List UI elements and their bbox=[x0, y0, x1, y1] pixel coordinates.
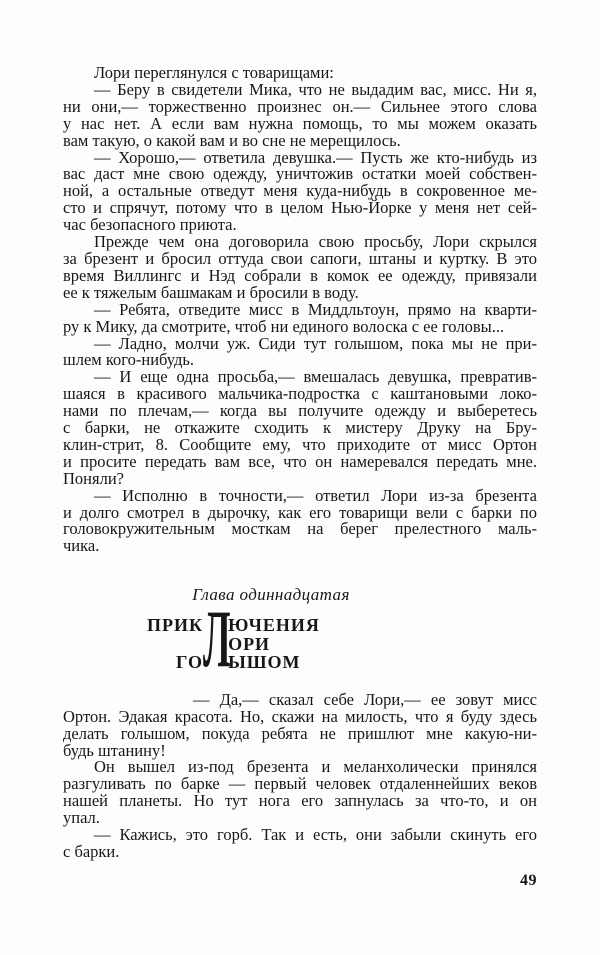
title-fragment-post: ЮЧЕНИЯ bbox=[228, 615, 320, 636]
chapter-heading bbox=[63, 584, 537, 684]
paragraph bbox=[63, 369, 537, 487]
text-line: ру к Мику, да смотрите, чтоб ни единого волоска с ее головы... bbox=[63, 316, 505, 336]
text-line: с барки, не откажите сходить к мистеру Друку на Бру- bbox=[63, 418, 537, 438]
text-line: — Кажись, это горб. Так и есть, они забыли скинуть его bbox=[94, 825, 537, 845]
text-line: ни они,— торжественно произнес он.— Сильнее этого слова bbox=[63, 96, 537, 116]
chapter-title-right-column bbox=[228, 616, 320, 672]
paragraph bbox=[63, 689, 537, 760]
text-line: время Виллингс и Нэд собрали в комок ее одежду, привязали bbox=[63, 265, 537, 285]
text-line: — Исполню в точности,— ответил Лори из-за брезента bbox=[94, 485, 537, 505]
text-line: час безопасного приюта. bbox=[63, 215, 237, 235]
paragraph bbox=[63, 234, 537, 302]
text-line: ее к тяжелым башмакам и бросили в воду. bbox=[63, 282, 359, 302]
title-fragment-post: ЫШОМ bbox=[228, 652, 301, 673]
paragraph bbox=[63, 759, 537, 827]
chapter-title-left-column bbox=[147, 616, 203, 672]
text-line: — Ладно, молчи уж. Сиди тут голышом, пока мы не при- bbox=[94, 333, 537, 353]
title-fragment-pre: ПРИК bbox=[147, 615, 204, 636]
page-number: 49 bbox=[520, 872, 537, 889]
text-line: — Ребята, отведите мисс в Миддльтоун, прямо на кварти- bbox=[94, 299, 537, 319]
text-line: будь штанину! bbox=[63, 740, 166, 760]
text-line: Он вышел из-под брезента и меланхолически принялся bbox=[94, 757, 537, 777]
chapter-title-drop-letter bbox=[203, 592, 231, 684]
text-line: разгуливать по барке — первый человек отдаленнейших веков bbox=[63, 774, 537, 794]
text-line: шлем кого-нибудь. bbox=[63, 350, 195, 370]
big-letter: Л bbox=[203, 592, 231, 684]
paragraph bbox=[63, 79, 537, 150]
body-text-lower bbox=[63, 689, 537, 861]
text-line: вам такую, о какой вам и во сне не мерещилось. bbox=[63, 130, 401, 150]
text-line: и долго смотрел в дырочку, как его товарищи вели с барки по bbox=[63, 502, 537, 522]
paragraph bbox=[63, 485, 537, 556]
paragraph bbox=[63, 299, 537, 336]
text-line: Прежде чем она договорила свою просьбу, Лори скрылся bbox=[94, 232, 537, 252]
text-line: упал. bbox=[63, 808, 100, 828]
text-line: головокружительным мосткам на берег прелестного маль- bbox=[63, 519, 537, 539]
chapter-number-label: Глава одиннадцатая bbox=[192, 585, 350, 605]
paragraph bbox=[63, 147, 537, 235]
text-line: сто и спрячут, потому что в целом Нью-Йорке у меня нет сей- bbox=[63, 198, 537, 218]
text-line: клин-стрит, 8. Сообщите ему, что приходите от мисс Ортон bbox=[63, 434, 537, 454]
body-text-upper bbox=[63, 65, 537, 555]
text-line: — Беру в свидетели Мика, что не выдадим вас, мисс. Ни я, bbox=[94, 79, 537, 99]
paragraph bbox=[63, 827, 537, 861]
text-line: — И еще одна просьба,— вмешалась девушка, превратив- bbox=[94, 367, 537, 387]
text-line: Лори переглянулся с товарищами: bbox=[94, 63, 334, 82]
title-fragment-pre: ГО bbox=[176, 652, 204, 673]
text-line: нами по плечам,— когда вы получите одежду и выберетесь bbox=[63, 401, 537, 421]
text-column bbox=[63, 65, 537, 861]
title-fragment-post: ОРИ bbox=[228, 633, 271, 654]
text-line: делать голышом, покуда ребята не пришлют мне какую-ни- bbox=[63, 723, 537, 743]
text-line: шаяся в красивого мальчика-подростка с каштановыми локо- bbox=[63, 384, 537, 404]
text-line: за брезент и бросил оттуда свои сапоги, штаны и куртку. В это bbox=[63, 248, 537, 268]
text-line: у нас нет. А если вам нужна помощь, то мы можем оказать bbox=[63, 113, 537, 133]
paragraph bbox=[63, 333, 537, 370]
text-line: с барки. bbox=[63, 841, 120, 861]
text-line: Ортон. Эдакая красота. Но, скажи на милость, что я буду здесь bbox=[63, 706, 537, 726]
text-line: чика. bbox=[63, 536, 100, 556]
text-line: — Хорошо,— ответила девушка.— Пусть же кто-нибудь из bbox=[94, 147, 537, 167]
text-line: — Да,— сказал себе Лори,— ее зовут мисс bbox=[193, 689, 537, 709]
text-line: нашей планеты. Но тут нога его запнулась за что-то, и он bbox=[63, 791, 537, 811]
text-line: вас даст мне свою одежду, уничтожив остатки моей собствен- bbox=[63, 164, 537, 184]
text-line: Поняли? bbox=[63, 468, 124, 488]
text-line: ной, а остальные отведут меня куда-нибудь в сокровенное ме- bbox=[63, 181, 537, 201]
text-line: и просите передать вам все, что он намеревался передать мне. bbox=[63, 451, 537, 471]
